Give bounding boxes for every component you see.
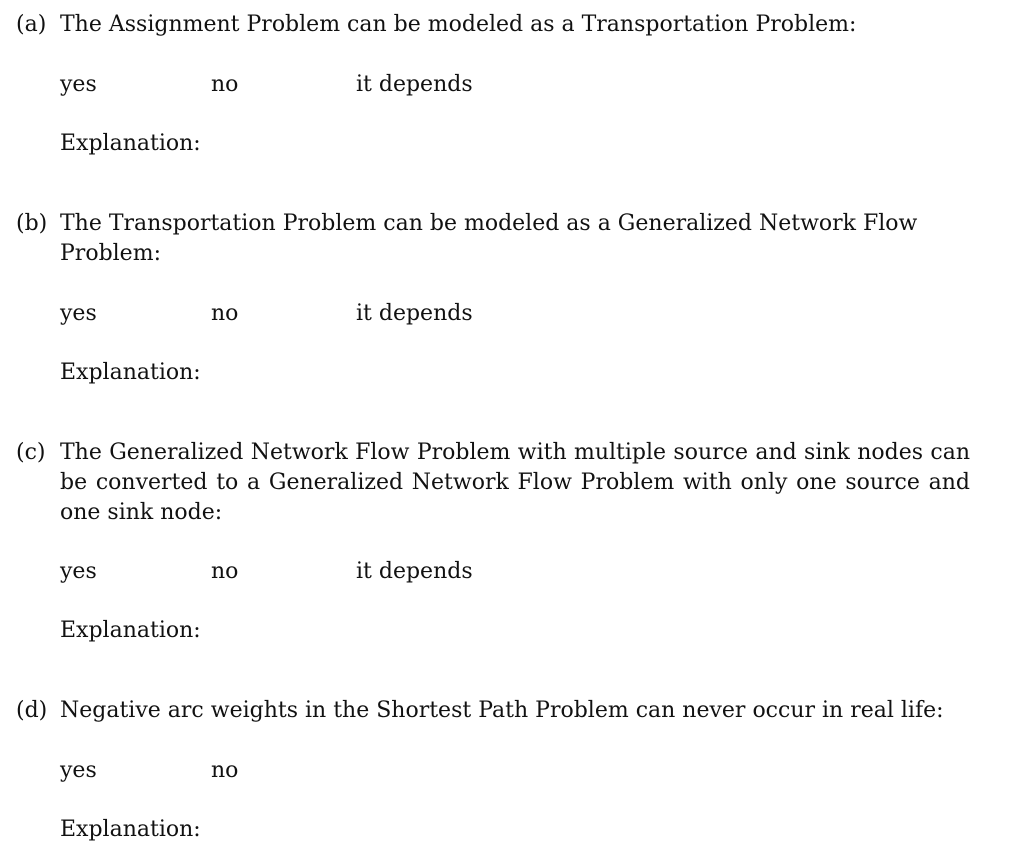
option-it-depends: it depends [356,301,473,326]
option-yes: yes [60,559,97,584]
option-no: no [211,758,239,783]
option-no: no [211,72,239,97]
option-it-depends: it depends [356,559,473,584]
question-label: (b) [16,211,48,236]
option-it-depends: it depends [356,72,473,97]
question-text: The Generalized Network Flow Problem with multiple source and sink nodes can be converted to a Generalized Network Flow Problem with only one source and one sink node: [60,440,970,525]
option-yes: yes [60,301,97,326]
question-text: The Transportation Problem can be modeled as a Generalized Network Flow Problem: [60,211,918,266]
question-label: (d) [16,698,48,723]
option-no: no [211,559,239,584]
question-text: Negative arc weights in the Shortest Path Problem can never occur in real life: [60,698,944,723]
question-text: The Assignment Problem can be modeled as a Transportation Problem: [60,12,857,37]
explanation-label: Explanation: [60,618,201,643]
explanation-label: Explanation: [60,131,201,156]
question-label: (c) [16,440,46,465]
question-label: (a) [16,12,47,37]
explanation-label: Explanation: [60,360,201,385]
option-yes: yes [60,758,97,783]
option-yes: yes [60,72,97,97]
option-no: no [211,301,239,326]
explanation-label: Explanation: [60,817,201,842]
